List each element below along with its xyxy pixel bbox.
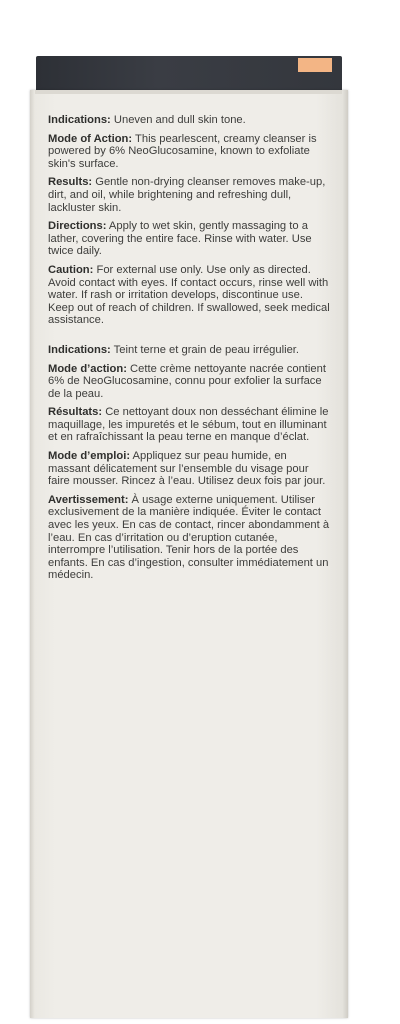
fr-resultats: Résultats: Ce nettoyant doux non desséchant élimine le maquillage, les impuretés et le sébum, tout en illuminant et en rafraîchissant la peau terne en manque d’éclat. <box>48 406 329 444</box>
fr-mode-action: Mode d’action: Cette crème nettoyante nacrée contient 6% de NeoGlucosamine, connu pour exfolier la surface de la peau. <box>48 362 326 400</box>
en-directions: Directions: Apply to wet skin, gently massaging to a lather, covering the entire face. Rinse with water. Use twice daily. <box>48 220 312 258</box>
box-side-panel <box>30 90 348 1018</box>
panel-right-edge <box>342 90 348 1018</box>
label-text <box>48 114 330 588</box>
panel-top-edge <box>30 90 348 94</box>
fr-avertissement: Avertissement: À usage externe uniquement. Utiliser exclusivement de la manière indiquée. Éviter le contact avec les yeux. En cas de contact, rincer abondamment à l’eau. En cas d’irritation ou d’eruption cutanée, interrompre l’utilisation. Tenir hors de la portée des enfants. En cas d’ingestion, consulter immédiatement un médecin. <box>48 493 330 582</box>
en-caution: Caution: For external use only. Use only as directed. Avoid contact with eyes. If contact occurs, rinse well with water. If rash or irritation develops, discontinue use. Keep out of reach of children. If swallowed, seek medical assistance. <box>48 263 330 327</box>
product-box <box>30 56 348 1018</box>
box-cap <box>36 56 342 94</box>
color-swatch <box>298 58 332 72</box>
en-indications: Indications: Uneven and dull skin tone. <box>48 114 246 126</box>
fr-indications: Indications: Teint terne et grain de peau irrégulier. <box>48 343 300 356</box>
fr-mode-emploi: Mode d’emploi: Appliquez sur peau humide, en massant délicatement sur l’ensemble du visage pour faire mousser. Rincez à l’eau. Utilisez deux fois par jour. <box>48 450 326 488</box>
en-mode-of-action: Mode of Action: This pearlescent, creamy cleanser is powered by 6% NeoGlucosamine, known to exfoliate skin's surface. <box>48 132 317 170</box>
en-results: Results: Gentle non-drying cleanser removes make-up, dirt, and oil, while brightening and refreshing dull, lackluster skin. <box>48 176 326 214</box>
language-gap <box>48 333 330 344</box>
panel-left-edge <box>30 90 35 1018</box>
